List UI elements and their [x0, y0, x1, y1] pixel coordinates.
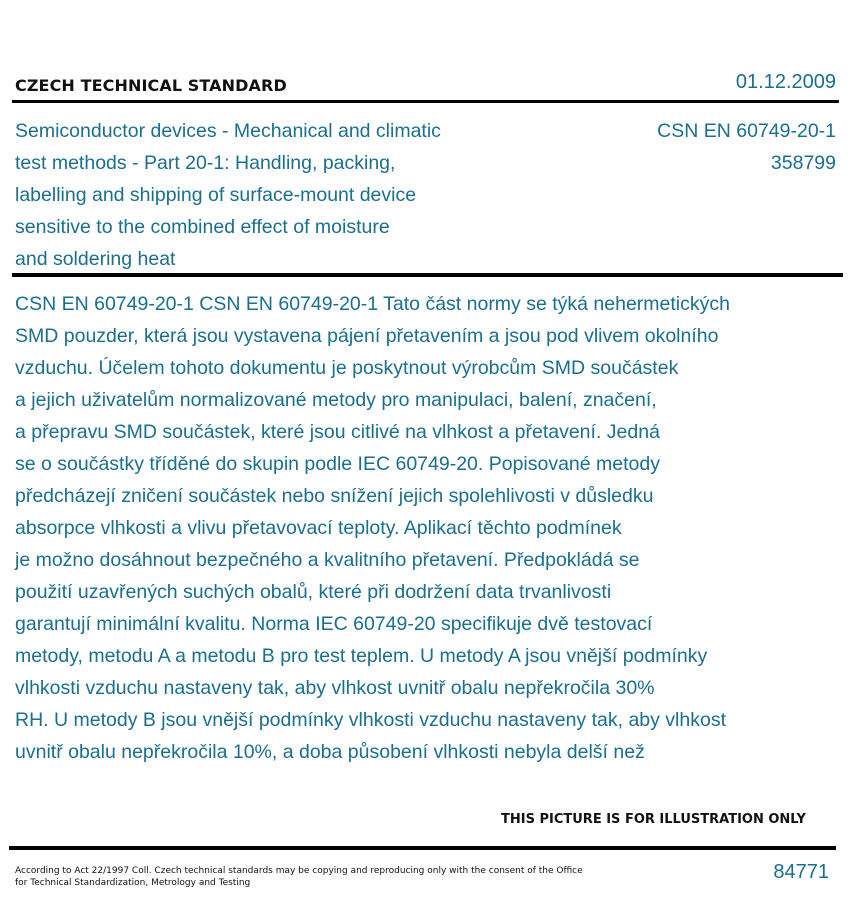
body-line: a přepravu SMD součástek, které jsou citlivé na vlhkost a přetavení. Jedná — [15, 421, 660, 443]
standard-title — [15, 115, 515, 275]
top-rule — [12, 100, 839, 103]
body-line: a jejich uživatelům normalizované metody pro manipulaci, balení, značení, — [15, 389, 657, 411]
body-line: se o součástky tříděné do skupin podle IEC 60749-20. Popisované metody — [15, 453, 660, 475]
footer-number: 84771 — [773, 861, 829, 883]
footer-line: According to Act 22/1997 Coll. Czech technical standards may be copying and reproducing only with the consent of the Office — [15, 866, 583, 876]
body-line: je možno dosáhnout bezpečného a kvalitního přetavení. Předpokládá se — [15, 549, 640, 571]
footer-legal-text — [15, 865, 615, 889]
body-line: metody, metodu A a metodu B pro test teplem. U metody A jsou vnější podmínky — [15, 645, 708, 667]
body-line: RH. U metody B jsou vnější podmínky vlhkosti vzduchu nastaveny tak, aby vlhkost — [15, 709, 726, 731]
body-line: vlhkosti vzduchu nastaveny tak, aby vlhkost uvnitř obalu nepřekročila 30% — [15, 677, 655, 699]
standard-number: 358799 — [770, 152, 836, 174]
footer-line: for Technical Standardization, Metrology and Testing — [15, 878, 251, 888]
body-line: vzduchu. Účelem tohoto dokumentu je poskytnout výrobcům SMD součástek — [15, 357, 679, 379]
body-line: použití uzavřených suchých obalů, které při dodržení data trvanlivosti — [15, 581, 612, 603]
standard-code: CSN EN 60749-20-1 — [657, 120, 836, 142]
illustration-note: THIS PICTURE IS FOR ILLUSTRATION ONLY — [501, 812, 806, 827]
body-line: absorpce vlhkosti a vlivu přetavovací teploty. Aplikací těchto podmínek — [15, 517, 622, 539]
standard-description — [15, 288, 845, 768]
title-line: Semiconductor devices - Mechanical and climatic — [15, 120, 441, 142]
title-line: and soldering heat — [15, 248, 176, 270]
body-line: SMD pouzder, která jsou vystavena pájení přetavením a jsou pod vlivem okolního — [15, 325, 719, 347]
body-line: CSN EN 60749-20-1 CSN EN 60749-20-1 Tato část normy se týká nehermetických — [15, 293, 730, 315]
body-line: uvnitř obalu nepřekročila 10%, a doba působení vlhkosti nebyla delší než — [15, 741, 645, 763]
header-date: 01.12.2009 — [735, 71, 836, 93]
middle-rule — [12, 273, 843, 277]
body-line: předcházejí zničení součástek nebo snížení jejich spolehlivosti v důsledku — [15, 485, 654, 507]
title-line: labelling and shipping of surface-mount device — [15, 184, 417, 206]
header-label: CZECH TECHNICAL STANDARD — [15, 76, 287, 95]
standard-codes — [657, 115, 836, 179]
title-line: test methods - Part 20-1: Handling, packing, — [15, 152, 396, 174]
bottom-rule — [9, 846, 836, 850]
body-line: garantují minimální kvalitu. Norma IEC 60749-20 specifikuje dvě testovací — [15, 613, 653, 635]
title-line: sensitive to the combined effect of moisture — [15, 216, 390, 238]
